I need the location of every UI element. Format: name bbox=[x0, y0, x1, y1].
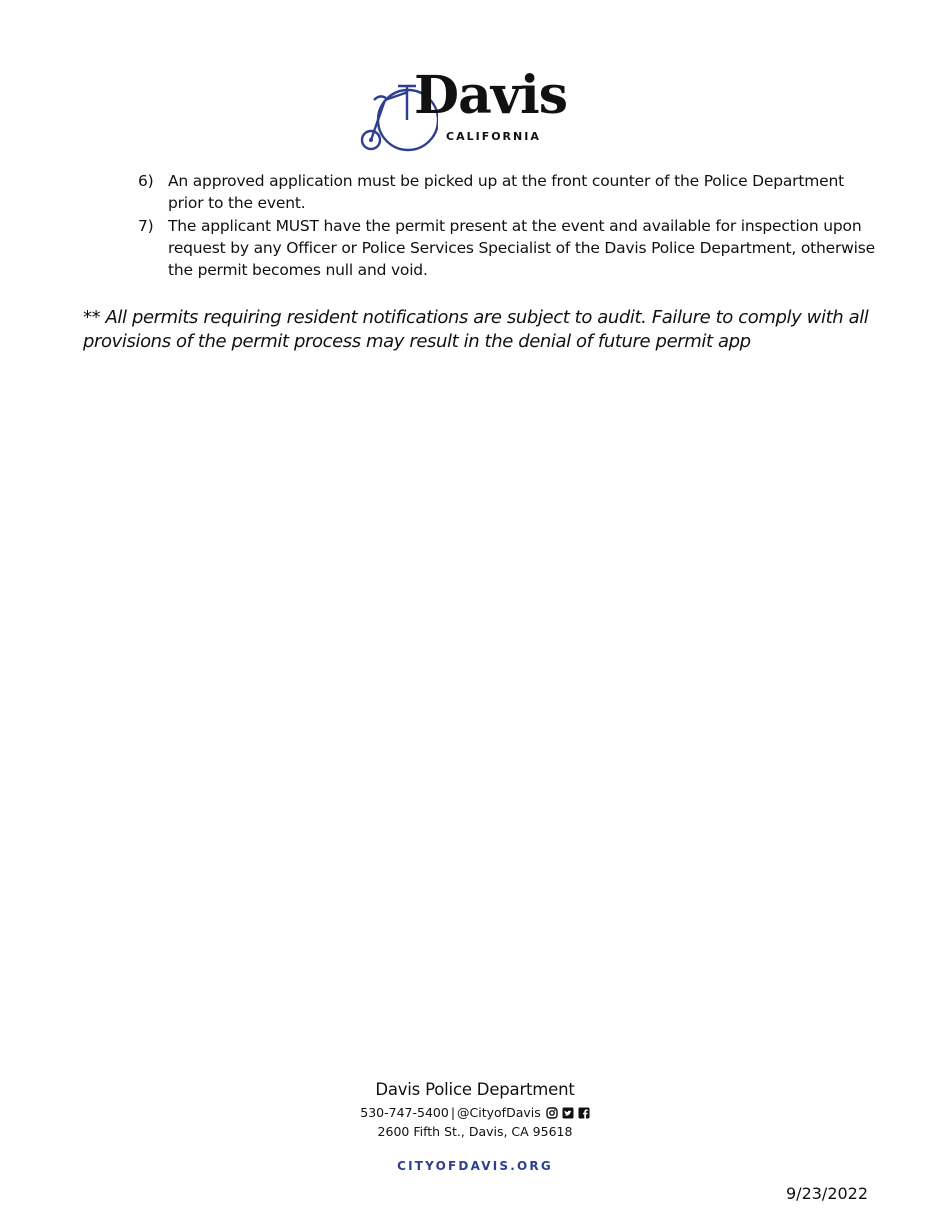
audit-notice: ** All permits requiring resident notifications are subject to audit. Failure to comply with all provisions of the permit process may result in the denial of future permit app bbox=[83, 307, 869, 352]
city-logo bbox=[358, 65, 568, 156]
list-item bbox=[138, 215, 878, 281]
step-text: The applicant MUST have the permit present at the event and available for inspection upon request by any Officer or Police Services Specialist of the Davis Police Department, otherwise the permit becomes null and void. bbox=[168, 217, 875, 279]
permit-steps-list bbox=[138, 170, 878, 282]
step-number: 7) bbox=[138, 217, 154, 235]
facebook-icon[interactable] bbox=[578, 1107, 590, 1119]
website-link[interactable]: CITYOFDAVIS.ORG bbox=[397, 1159, 553, 1173]
footer-contact-line bbox=[0, 1103, 950, 1122]
footer-phone: 530-747-5400 bbox=[360, 1105, 449, 1120]
footer-department: Davis Police Department bbox=[375, 1080, 575, 1099]
page-footer bbox=[0, 1079, 950, 1173]
twitter-icon[interactable] bbox=[562, 1107, 574, 1119]
logo-wordmark: Davis bbox=[414, 65, 568, 126]
footer-handle: @CityofDavis bbox=[457, 1105, 541, 1120]
document-date: 9/23/2022 bbox=[786, 1184, 869, 1203]
footer-address: 2600 Fifth St., Davis, CA 95618 bbox=[377, 1124, 573, 1139]
logo-subtitle: CALIFORNIA bbox=[446, 130, 541, 143]
instagram-icon[interactable] bbox=[546, 1107, 558, 1119]
social-icons bbox=[546, 1107, 590, 1119]
list-item bbox=[138, 170, 878, 214]
footer-separator: | bbox=[450, 1105, 456, 1120]
step-number: 6) bbox=[138, 172, 154, 190]
step-text: An approved application must be picked up at the front counter of the Police Department prior to the event. bbox=[168, 172, 844, 212]
